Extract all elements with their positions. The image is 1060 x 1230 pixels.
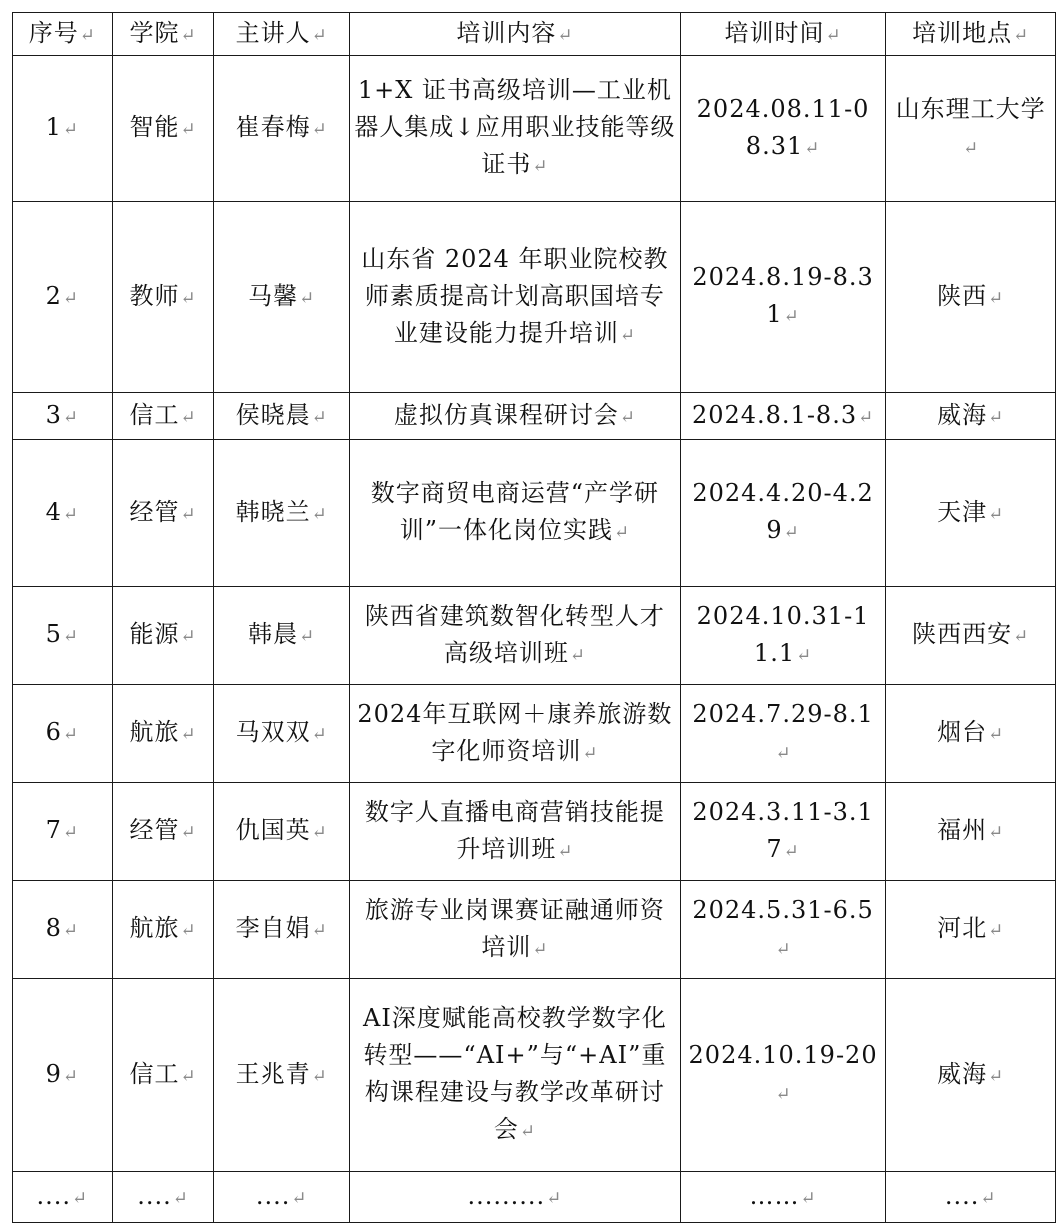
paragraph-mark-icon: ↵ [62,822,79,843]
paragraph-mark-icon: ↵ [619,406,636,428]
cell-speaker [214,393,350,440]
cell-place [886,979,1056,1172]
paragraph-mark-icon: ↵ [557,24,574,46]
table-row [13,587,1056,685]
cell-no-text: 2 [45,281,62,310]
cell-time-text: 2024.8.19-8.31 [692,263,874,328]
paragraph-mark-icon: ↵ [988,822,1005,843]
cell-speaker [214,881,350,979]
paragraph-mark-icon: ↵ [180,626,197,647]
cell-place-text: 山东理工大学 [895,94,1046,123]
cell-place [886,202,1056,393]
paragraph-mark-icon: ↵ [299,626,316,647]
cell-place [886,587,1056,685]
paragraph-mark-icon: ↵ [72,1187,89,1209]
paragraph-mark-icon: ↵ [311,503,328,525]
cell-no-text: 5 [45,620,62,648]
paragraph-mark-icon: ↵ [180,920,197,941]
cell-time-text: …… [749,1181,800,1210]
cell-no-text: 9 [45,1059,62,1088]
cell-place-text: 威海 [937,1059,988,1088]
paragraph-mark-icon: ↵ [613,522,631,543]
cell-college [112,56,214,202]
cell-no-text: 4 [45,497,62,526]
cell-speaker [214,979,350,1172]
cell-college-text: 经管 [129,816,180,844]
cell-no [13,393,113,440]
cell-place [886,685,1056,783]
paragraph-mark-icon: ↵ [180,822,197,843]
cell-content [350,56,681,202]
table-row [13,56,1056,202]
cell-time-text: 2024.8.1-8.3 [691,400,858,429]
paragraph-mark-icon: ↵ [800,1187,817,1209]
cell-speaker [214,56,350,202]
cell-no [13,56,113,202]
paragraph-mark-icon: ↵ [988,1065,1005,1087]
paragraph-mark-icon: ↵ [988,724,1005,745]
cell-time-text: 2024.3.11-3.17 [692,797,874,863]
cell-content-text: 山东省 2024 年职业院校教师素质提高计划高职国培专业建设能力提升培训 [361,244,669,347]
cell-place-text: 陕西西安 [912,620,1013,648]
cell-college-text: 航旅 [129,718,180,746]
cell-place-text: 天津 [937,497,988,526]
paragraph-mark-icon: ↵ [546,1187,563,1209]
paragraph-mark-icon: ↵ [557,840,574,862]
paragraph-mark-icon: ↵ [62,626,79,647]
cell-time [680,685,886,783]
training-table [12,12,1056,1223]
paragraph-mark-icon: ↵ [804,137,821,159]
cell-place-text: 河北 [937,914,988,942]
cell-content [350,393,681,440]
cell-no [13,587,113,685]
cell-time [680,440,886,587]
cell-place-text: 烟台 [937,718,988,746]
paragraph-mark-icon: ↵ [569,644,586,666]
paragraph-mark-icon: ↵ [988,406,1005,428]
cell-content-text: 1+X 证书高级培训—工业机器人集成↓应用职业技能等级证书 [354,76,676,178]
paragraph-mark-icon: ↵ [311,920,328,941]
cell-speaker [214,202,350,393]
cell-content-text: AI深度赋能高校教学数字化转型——“AI+”与“+AI”重构课程建设与教学改革研讨会 [362,1004,667,1143]
cell-content-text: 数字人直播电商营销技能提升培训班 [364,797,665,863]
cell-no [13,440,113,587]
cell-place [886,881,1056,979]
table-row [13,685,1056,783]
cell-time [680,979,886,1172]
header-content: 培训内容↵ [350,13,681,56]
cell-no [13,685,113,783]
cell-college-text: 航旅 [129,914,180,942]
cell-place [886,783,1056,881]
cell-speaker-text: .... [255,1181,291,1210]
cell-speaker-text: 马双双 [235,718,311,746]
paragraph-mark-icon: ↵ [62,503,79,525]
cell-no-text: 7 [45,816,62,844]
cell-speaker-text: 仇国英 [235,816,311,844]
cell-no [13,1172,113,1223]
paragraph-mark-icon: ↵ [180,1065,197,1087]
cell-place-text: 威海 [937,400,988,429]
cell-place-text: 福州 [937,816,988,844]
cell-no-text: 8 [45,914,62,942]
cell-speaker-text: 李自娟 [235,914,311,942]
paragraph-mark-icon: ↵ [311,822,328,843]
cell-time-text: 2024.10.31-11.1 [696,601,870,667]
cell-no [13,881,113,979]
paragraph-mark-icon: ↵ [62,119,79,140]
paragraph-mark-icon: ↵ [62,724,79,745]
cell-content-text: 陕西省建筑数智化转型人才高级培训班 [364,601,665,667]
paragraph-mark-icon: ↵ [311,24,328,46]
cell-content [350,202,681,393]
cell-no [13,783,113,881]
cell-time-text: 2024.5.31-6.5 [692,895,874,924]
cell-time-text: 2024.7.29-8.1 [692,699,874,728]
cell-content [350,783,681,881]
paragraph-mark-icon: ↵ [311,119,328,140]
paragraph-mark-icon: ↵ [519,1121,536,1142]
cell-no-text: 3 [45,400,62,429]
header-college: 学院↵ [112,13,214,56]
paragraph-mark-icon: ↵ [532,938,549,960]
cell-place [886,440,1056,587]
paragraph-mark-icon: ↵ [62,920,79,941]
cell-college-text: 教师 [129,281,180,310]
cell-content [350,587,681,685]
cell-content [350,440,681,587]
cell-college [112,979,214,1172]
cell-content [350,881,681,979]
table-row [13,393,1056,440]
paragraph-mark-icon: ↵ [532,156,549,177]
cell-college-text: 信工 [129,1059,180,1088]
cell-college-text: 信工 [129,400,180,429]
paragraph-mark-icon: ↵ [858,406,875,428]
cell-speaker-text: 王兆青 [235,1059,311,1088]
cell-college [112,587,214,685]
paragraph-mark-icon: ↵ [988,503,1005,525]
cell-time [680,202,886,393]
header-speaker: 主讲人↵ [214,13,350,56]
cell-time [680,393,886,440]
cell-speaker-text: 侯晓晨 [235,400,311,429]
cell-college [112,783,214,881]
cell-college [112,1172,214,1223]
paragraph-mark-icon: ↵ [988,920,1005,941]
table-row [13,881,1056,979]
cell-content-text: 虚拟仿真课程研讨会 [393,400,619,429]
paragraph-mark-icon: ↵ [180,119,197,140]
paragraph-mark-icon: ↵ [62,287,79,309]
table-row [13,979,1056,1172]
cell-college [112,202,214,393]
cell-college [112,685,214,783]
header-time: 培训时间↵ [680,13,886,56]
cell-college [112,393,214,440]
cell-place [886,1172,1056,1223]
cell-speaker-text: 马馨 [248,281,299,310]
paragraph-mark-icon: ↵ [783,522,800,543]
table-row [13,783,1056,881]
paragraph-mark-icon: ↵ [825,24,842,46]
cell-college-text: 经管 [129,497,180,526]
paragraph-mark-icon: ↵ [180,406,197,428]
cell-speaker [214,587,350,685]
paragraph-mark-icon: ↵ [963,137,980,159]
cell-college-text: 智能 [129,113,180,141]
paragraph-mark-icon: ↵ [311,724,328,745]
cell-speaker-text: 韩晨 [248,620,299,648]
cell-content-text: ......... [467,1181,546,1210]
paragraph-mark-icon: ↵ [783,840,800,862]
cell-no [13,202,113,393]
cell-time-text: 2024.4.20-4.29 [692,479,874,544]
cell-content-text: 2024年互联网＋康养旅游数字化师资培训 [357,699,673,765]
paragraph-mark-icon: ↵ [775,1084,792,1105]
paragraph-mark-icon: ↵ [988,287,1005,309]
cell-time [680,1172,886,1223]
cell-college-text: 能源 [129,620,180,648]
cell-time [680,783,886,881]
cell-place [886,393,1056,440]
paragraph-mark-icon: ↵ [980,1187,997,1209]
paragraph-mark-icon: ↵ [172,1187,189,1209]
paragraph-mark-icon: ↵ [62,1065,79,1087]
header-row [13,13,1056,56]
cell-time [680,881,886,979]
cell-no-text: .... [36,1181,72,1210]
cell-content [350,979,681,1172]
cell-speaker [214,783,350,881]
cell-speaker-text: 韩晓兰 [235,497,311,526]
paragraph-mark-icon: ↵ [1013,626,1030,647]
cell-time-text: 2024.08.11-08.31 [696,94,870,160]
cell-college-text: .... [137,1181,172,1210]
cell-speaker [214,440,350,587]
header-place: 培训地点↵ [886,13,1056,56]
paragraph-mark-icon: ↵ [582,742,599,764]
paragraph-mark-icon: ↵ [79,24,96,46]
cell-time [680,587,886,685]
cell-speaker-text: 崔春梅 [235,113,311,141]
paragraph-mark-icon: ↵ [291,1187,308,1209]
cell-no [13,979,113,1172]
paragraph-mark-icon: ↵ [62,406,79,428]
paragraph-mark-icon: ↵ [180,724,197,745]
table-row [13,440,1056,587]
paragraph-mark-icon: ↵ [619,324,636,346]
paragraph-mark-icon: ↵ [180,287,197,309]
cell-time-text: 2024.10.19-20 [688,1041,878,1069]
paragraph-mark-icon: ↵ [796,644,813,666]
cell-college [112,440,214,587]
table-row [13,202,1056,393]
cell-place [886,56,1056,202]
paragraph-mark-icon: ↵ [311,406,328,428]
cell-speaker [214,685,350,783]
table-body [13,56,1056,1223]
cell-no-text: 6 [45,718,62,746]
paragraph-mark-icon: ↵ [783,306,800,327]
paragraph-mark-icon: ↵ [180,503,197,525]
cell-place-text: .... [944,1181,980,1210]
cell-content-text: 数字商贸电商运营“产学研训”一体化岗位实践 [370,479,660,544]
paragraph-mark-icon: ↵ [180,24,197,46]
cell-college [112,881,214,979]
paragraph-mark-icon: ↵ [775,938,792,960]
cell-content-text: 旅游专业岗课赛证融通师资培训 [364,895,665,961]
cell-speaker [214,1172,350,1223]
cell-time [680,56,886,202]
table-row [13,1172,1056,1223]
cell-no-text: 1 [45,113,62,141]
cell-content [350,1172,681,1223]
paragraph-mark-icon: ↵ [311,1065,328,1087]
paragraph-mark-icon: ↵ [299,287,316,309]
header-no: 序号↵ [13,13,113,56]
cell-content [350,685,681,783]
paragraph-mark-icon: ↵ [1013,24,1030,46]
paragraph-mark-icon: ↵ [775,742,792,764]
cell-place-text: 陕西 [937,281,988,310]
